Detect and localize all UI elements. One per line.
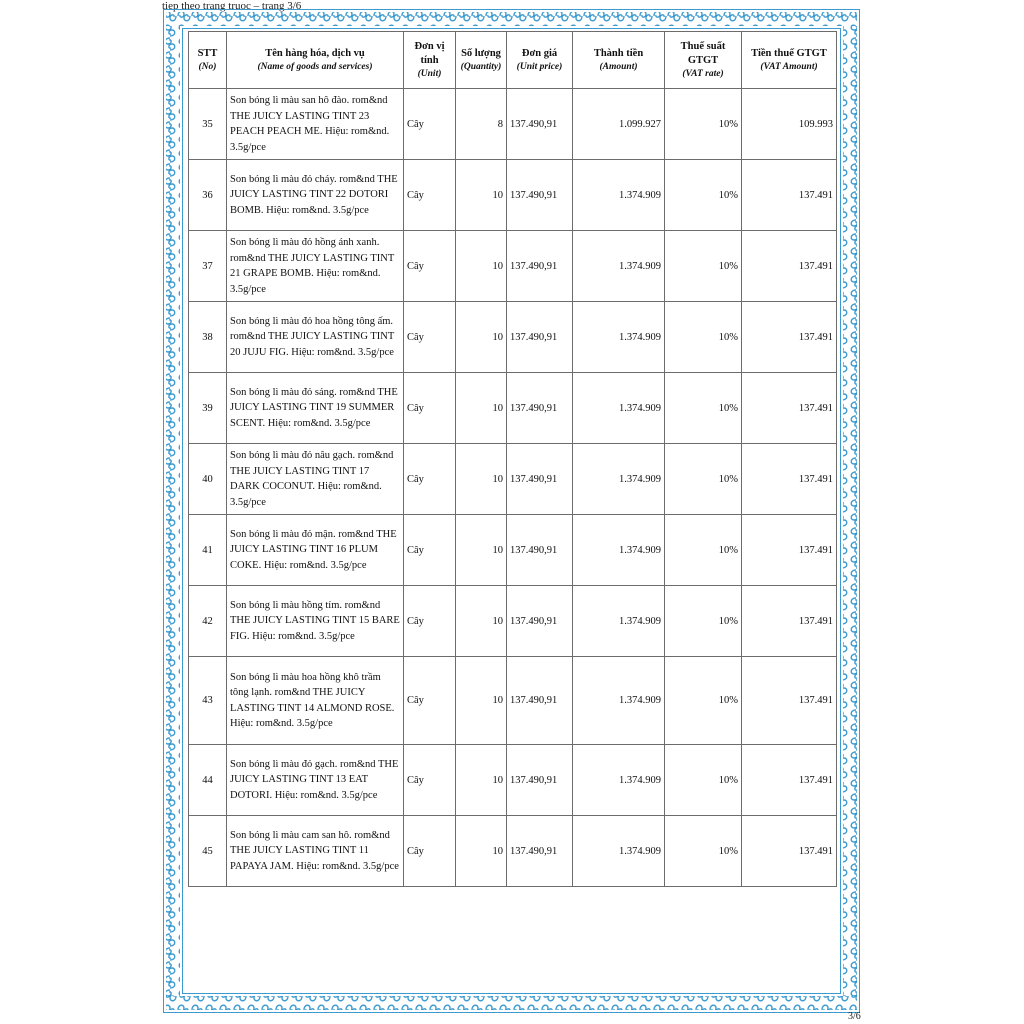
cell-no: 38 xyxy=(189,302,227,373)
cell-quantity: 10 xyxy=(456,302,507,373)
cell-no: 41 xyxy=(189,515,227,586)
cell-vat-amount: 137.491 xyxy=(742,515,837,586)
cell-unit: Cây xyxy=(404,515,456,586)
table-row xyxy=(189,302,837,373)
continuation-note: tiep theo trang truoc – trang 3/6 xyxy=(162,0,302,12)
table-row xyxy=(189,745,837,816)
header-unit-price: Đơn giá (Unit price) xyxy=(507,32,573,89)
cell-unit: Cây xyxy=(404,373,456,444)
cell-vat-rate: 10% xyxy=(665,816,742,887)
cell-amount: 1.374.909 xyxy=(573,373,665,444)
table-row xyxy=(189,160,837,231)
cell-vat-rate: 10% xyxy=(665,745,742,816)
cell-vat-amount: 137.491 xyxy=(742,444,837,515)
cell-vat-amount: 137.491 xyxy=(742,231,837,302)
table-row xyxy=(189,657,837,745)
cell-amount: 1.374.909 xyxy=(573,816,665,887)
cell-unit-price: 137.490,91 xyxy=(507,745,573,816)
cell-amount: 1.374.909 xyxy=(573,160,665,231)
cell-name: Son bóng lì màu đỏ hoa hồng tông ấm. rom&nd THE JUICY LASTING TINT 20 JUJU FIG. Hiệu: rom&nd. 3.5g/pce xyxy=(227,302,404,373)
table-row xyxy=(189,89,837,160)
cell-vat-rate: 10% xyxy=(665,657,742,745)
table-row xyxy=(189,586,837,657)
cell-amount: 1.374.909 xyxy=(573,657,665,745)
cell-amount: 1.374.909 xyxy=(573,745,665,816)
header-vat-amount: Tiền thuế GTGT (VAT Amount) xyxy=(742,32,837,89)
cell-vat-amount: 137.491 xyxy=(742,160,837,231)
cell-quantity: 10 xyxy=(456,231,507,302)
cell-name: Son bóng lì màu cam san hô. rom&nd THE JUICY LASTING TINT 11 PAPAYA JAM. Hiệu: rom&nd. 3.5g/pce xyxy=(227,816,404,887)
table-row xyxy=(189,515,837,586)
table-header-row xyxy=(189,32,837,89)
cell-unit-price: 137.490,91 xyxy=(507,373,573,444)
cell-no: 37 xyxy=(189,231,227,302)
cell-vat-amount: 137.491 xyxy=(742,302,837,373)
cell-no: 36 xyxy=(189,160,227,231)
cell-unit: Cây xyxy=(404,160,456,231)
cell-amount: 1.374.909 xyxy=(573,515,665,586)
cell-no: 40 xyxy=(189,444,227,515)
cell-vat-amount: 137.491 xyxy=(742,586,837,657)
cell-no: 43 xyxy=(189,657,227,745)
table-row xyxy=(189,373,837,444)
cell-vat-rate: 10% xyxy=(665,160,742,231)
cell-unit-price: 137.490,91 xyxy=(507,444,573,515)
cell-vat-rate: 10% xyxy=(665,231,742,302)
cell-unit: Cây xyxy=(404,444,456,515)
cell-vat-amount: 109.993 xyxy=(742,89,837,160)
cell-amount: 1.374.909 xyxy=(573,444,665,515)
cell-vat-rate: 10% xyxy=(665,515,742,586)
cell-vat-rate: 10% xyxy=(665,373,742,444)
cell-unit: Cây xyxy=(404,231,456,302)
cell-quantity: 10 xyxy=(456,373,507,444)
cell-no: 44 xyxy=(189,745,227,816)
cell-unit-price: 137.490,91 xyxy=(507,657,573,745)
header-stt: STT (No) xyxy=(189,32,227,89)
cell-name: Son bóng lì màu hồng tím. rom&nd THE JUICY LASTING TINT 15 BARE FIG. Hiệu: rom&nd. 3.5g/pce xyxy=(227,586,404,657)
cell-quantity: 10 xyxy=(456,657,507,745)
header-vat-rate: Thuế suất GTGT (VAT rate) xyxy=(665,32,742,89)
cell-vat-amount: 137.491 xyxy=(742,745,837,816)
cell-name: Son bóng lì màu đỏ gạch. rom&nd THE JUICY LASTING TINT 13 EAT DOTORI. Hiệu: rom&nd. 3.5g/pce xyxy=(227,745,404,816)
cell-name: Son bóng lì màu đỏ hồng ánh xanh. rom&nd THE JUICY LASTING TINT 21 GRAPE BOMB. Hiệu: rom&nd. 3.5g/pce xyxy=(227,231,404,302)
header-quantity: Số lượng (Quantity) xyxy=(456,32,507,89)
cell-quantity: 10 xyxy=(456,586,507,657)
table-row xyxy=(189,231,837,302)
cell-no: 35 xyxy=(189,89,227,160)
cell-unit-price: 137.490,91 xyxy=(507,515,573,586)
cell-unit-price: 137.490,91 xyxy=(507,89,573,160)
cell-unit-price: 137.490,91 xyxy=(507,302,573,373)
goods-table xyxy=(188,31,837,887)
cell-no: 39 xyxy=(189,373,227,444)
cell-quantity: 10 xyxy=(456,515,507,586)
cell-name: Son bóng lì màu đỏ nâu gạch. rom&nd THE JUICY LASTING TINT 17 DARK COCONUT. Hiệu: rom&nd. 3.5g/pce xyxy=(227,444,404,515)
header-name: Tên hàng hóa, dịch vụ (Name of goods and services) xyxy=(227,32,404,89)
cell-unit-price: 137.490,91 xyxy=(507,231,573,302)
cell-unit: Cây xyxy=(404,586,456,657)
table-row xyxy=(189,444,837,515)
cell-quantity: 10 xyxy=(456,160,507,231)
cell-vat-rate: 10% xyxy=(665,586,742,657)
cell-unit-price: 137.490,91 xyxy=(507,160,573,231)
cell-vat-amount: 137.491 xyxy=(742,373,837,444)
cell-vat-rate: 10% xyxy=(665,444,742,515)
header-unit: Đơn vị tính (Unit) xyxy=(404,32,456,89)
cell-unit: Cây xyxy=(404,657,456,745)
cell-vat-rate: 10% xyxy=(665,89,742,160)
cell-quantity: 10 xyxy=(456,444,507,515)
cell-vat-amount: 137.491 xyxy=(742,816,837,887)
cell-quantity: 10 xyxy=(456,816,507,887)
cell-amount: 1.099.927 xyxy=(573,89,665,160)
cell-unit-price: 137.490,91 xyxy=(507,586,573,657)
page-number: 3/6 xyxy=(848,1011,861,1022)
cell-quantity: 10 xyxy=(456,745,507,816)
cell-unit: Cây xyxy=(404,745,456,816)
header-amount: Thành tiền (Amount) xyxy=(573,32,665,89)
cell-no: 42 xyxy=(189,586,227,657)
cell-unit: Cây xyxy=(404,816,456,887)
cell-name: Son bóng lì màu đỏ cháy. rom&nd THE JUICY LASTING TINT 22 DOTORI BOMB. Hiệu: rom&nd. 3.5g/pce xyxy=(227,160,404,231)
cell-unit: Cây xyxy=(404,302,456,373)
cell-amount: 1.374.909 xyxy=(573,586,665,657)
cell-no: 45 xyxy=(189,816,227,887)
cell-name: Son bóng lì màu đỏ sáng. rom&nd THE JUICY LASTING TINT 19 SUMMER SCENT. Hiệu: rom&nd. 3.5g/pce xyxy=(227,373,404,444)
table-row xyxy=(189,816,837,887)
cell-name: Son bóng lì màu hoa hồng khô trầm tông lạnh. rom&nd THE JUICY LASTING TINT 14 ALMOND ROSE. Hiệu: rom&nd. 3.5g/pce xyxy=(227,657,404,745)
cell-vat-amount: 137.491 xyxy=(742,657,837,745)
cell-amount: 1.374.909 xyxy=(573,231,665,302)
cell-unit-price: 137.490,91 xyxy=(507,816,573,887)
cell-name: Son bóng lì màu đỏ mận. rom&nd THE JUICY LASTING TINT 16 PLUM COKE. Hiệu: rom&nd. 3.5g/pce xyxy=(227,515,404,586)
cell-vat-rate: 10% xyxy=(665,302,742,373)
cell-amount: 1.374.909 xyxy=(573,302,665,373)
cell-name: Son bóng lì màu san hô đào. rom&nd THE JUICY LASTING TINT 23 PEACH PEACH ME. Hiệu: rom&nd. 3.5g/pce xyxy=(227,89,404,160)
cell-unit: Cây xyxy=(404,89,456,160)
cell-quantity: 8 xyxy=(456,89,507,160)
